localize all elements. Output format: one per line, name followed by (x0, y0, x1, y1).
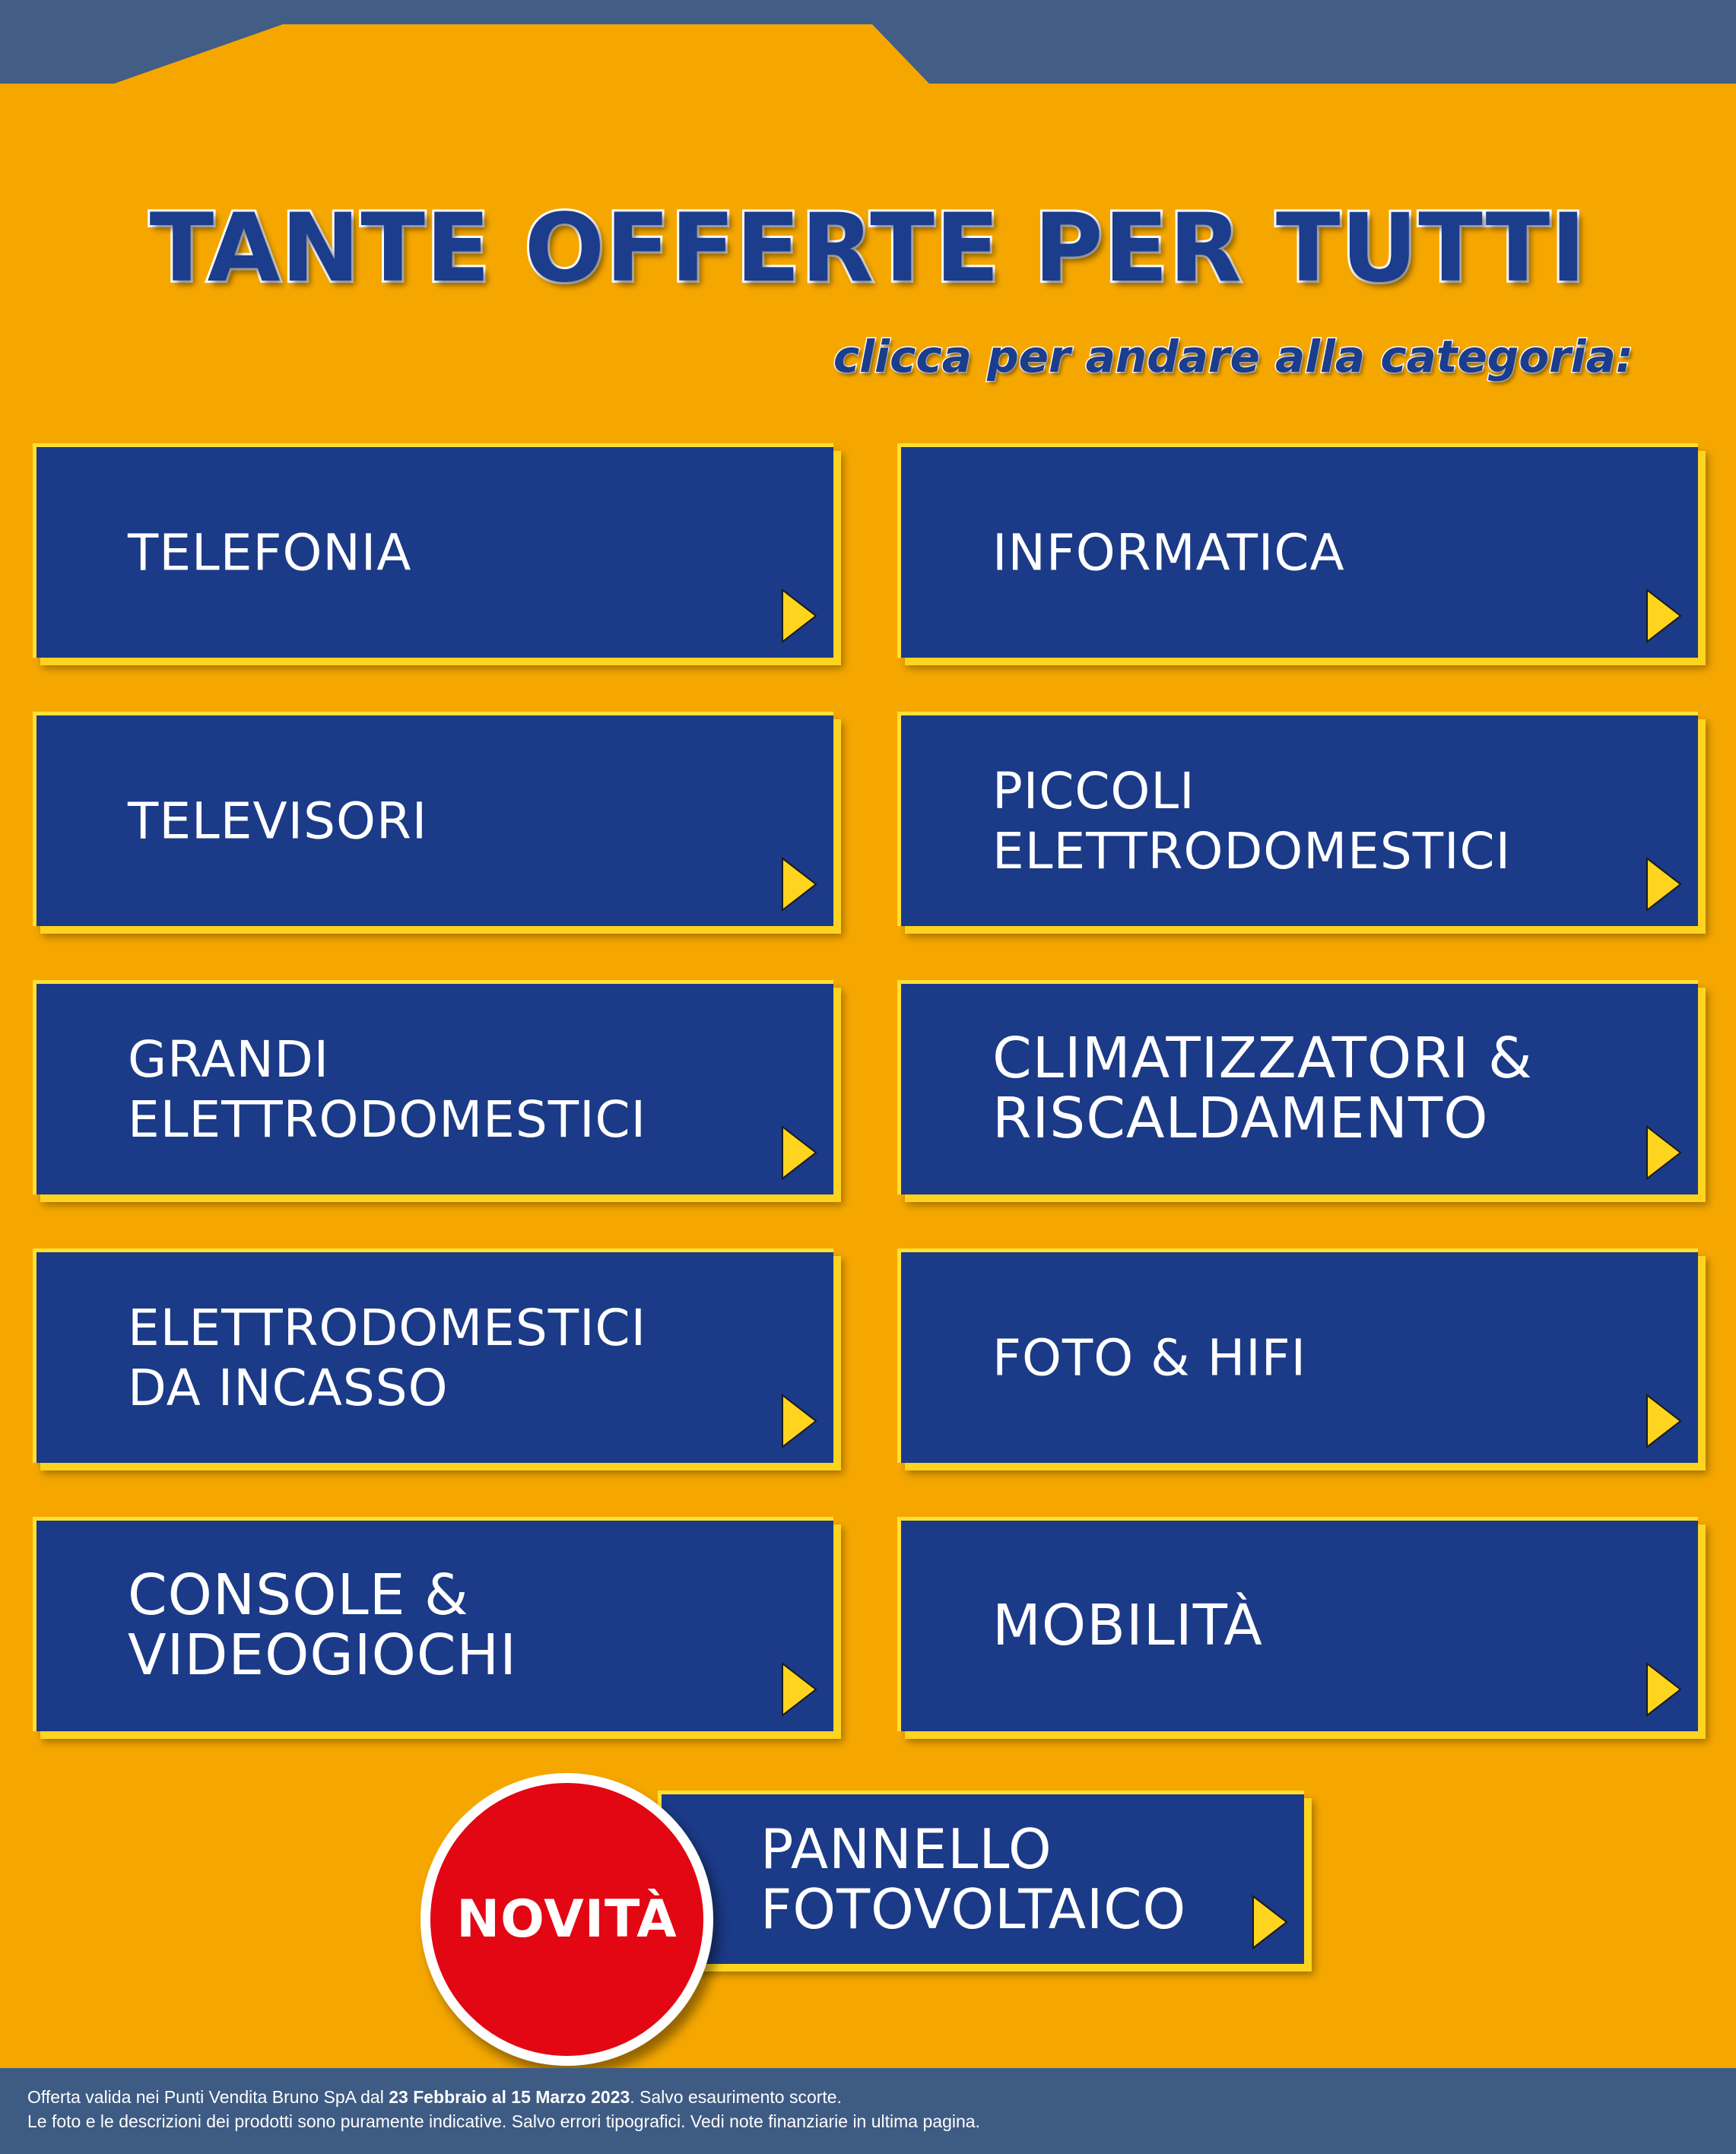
footer-disclaimer (0, 2068, 1736, 2154)
arrow-right-icon (1251, 1894, 1289, 1950)
category-label: CONSOLE & VIDEOGIOCHI (128, 1562, 517, 1689)
category-label: TELEVISORI (128, 791, 428, 850)
page-subtitle: clicca per andare alla categoria: (833, 331, 1633, 382)
disclaimer-line-1 (27, 2085, 1736, 2109)
arrow-right-icon (780, 1125, 818, 1181)
category-label: CLIMATIZZATORI & RISCALDAMENTO (992, 1025, 1533, 1152)
category-telefonia-button[interactable] (33, 443, 833, 658)
arrow-right-icon (1645, 1393, 1683, 1449)
novita-badge[interactable]: NOVITÀ (421, 1773, 713, 2066)
category-console-videogiochi-button[interactable] (33, 1517, 833, 1731)
arrow-right-icon (780, 588, 818, 644)
category-label: FOTO & HIFI (992, 1328, 1307, 1387)
category-label: GRANDI ELETTRODOMESTICI (128, 1029, 647, 1149)
disclaimer-prefix: Offerta valida nei Punti Vendita Bruno SpA dal (27, 2087, 389, 2107)
category-piccoli-elettrodomestici-button[interactable] (897, 712, 1698, 926)
page-title: TANTE OFFERTE PER TUTTI (149, 194, 1587, 303)
category-label: PANNELLO FOTOVOLTAICO (760, 1816, 1187, 1941)
category-mobilita-button[interactable] (897, 1517, 1698, 1731)
category-label: INFORMATICA (992, 522, 1345, 582)
disclaimer-suffix: . Salvo esaurimento scorte. (630, 2087, 842, 2107)
arrow-right-icon (780, 1661, 818, 1718)
category-label: TELEFONIA (128, 522, 412, 582)
disclaimer-dates: 23 Febbraio al 15 Marzo 2023 (389, 2087, 630, 2107)
top-banner-bar (0, 0, 1736, 84)
category-pannello-fotovoltaico-button[interactable] (658, 1791, 1304, 1964)
arrow-right-icon (1645, 1125, 1683, 1181)
category-climatizzatori-button[interactable] (897, 980, 1698, 1194)
category-grandi-elettrodomestici-button[interactable] (33, 980, 833, 1194)
category-elettrodomestici-incasso-button[interactable] (33, 1248, 833, 1463)
arrow-right-icon (780, 856, 818, 912)
category-label: ELETTRODOMESTICI DA INCASSO (128, 1298, 647, 1417)
arrow-right-icon (1645, 856, 1683, 912)
category-televisori-button[interactable] (33, 712, 833, 926)
arrow-right-icon (1645, 588, 1683, 644)
category-informatica-button[interactable] (897, 443, 1698, 658)
arrow-right-icon (1645, 1661, 1683, 1718)
category-foto-hifi-button[interactable] (897, 1248, 1698, 1463)
category-label: MOBILITÀ (992, 1592, 1263, 1658)
arrow-right-icon (780, 1393, 818, 1449)
category-label: PICCOLI ELETTRODOMESTICI (992, 761, 1512, 880)
disclaimer-line-2: Le foto e le descrizioni dei prodotti sono puramente indicative. Salvo errori tipografici. Vedi note finanziarie in ultima pagina. (27, 2111, 980, 2131)
